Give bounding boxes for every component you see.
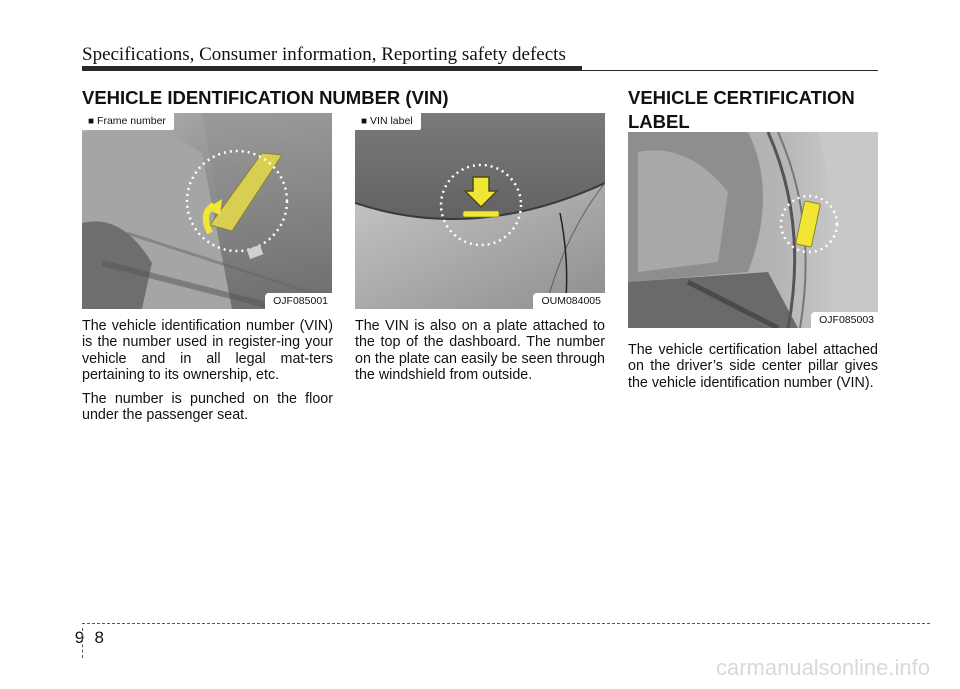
vin-label-caption: ■ VIN label — [355, 113, 421, 130]
vin-paragraph-1: The vehicle identification number (VIN) is the number used in register-ing your vehicle and in all legal mat-ters pertaining to its ownership, etc. — [82, 318, 333, 383]
cert-label-photo-code: OJF085003 — [811, 312, 878, 328]
cert-section-heading — [628, 86, 855, 134]
section-number: 9 — [74, 628, 85, 647]
header-rule — [82, 66, 582, 71]
vin-paragraph-2: The number is punched on the floor under the passenger seat. — [82, 391, 333, 424]
page-number-value: 8 — [94, 628, 104, 647]
cert-heading-line1: VEHICLE CERTIFICATION — [628, 87, 855, 108]
watermark: carmanualsonline.info — [715, 655, 930, 680]
vin-label-photo-code: OUM084005 — [533, 293, 605, 309]
footer-rule — [82, 623, 930, 624]
bullet-square-icon: ■ — [361, 116, 368, 127]
frame-number-photo — [82, 113, 332, 309]
vin-column2-text — [355, 318, 605, 391]
cert-heading-line2: LABEL — [628, 111, 690, 132]
bullet-square-icon: ■ — [88, 116, 95, 127]
vin-label-photo — [355, 113, 605, 309]
cert-paragraph-1: The vehicle certification label attached on the driver’s side center pillar gives the vehicle identification number (VIN). — [628, 342, 878, 391]
cert-label-illustration — [628, 132, 878, 328]
vin-section-heading: VEHICLE IDENTIFICATION NUMBER (VIN) — [82, 87, 449, 108]
vin-label-illustration — [355, 113, 605, 309]
frame-number-caption: ■ Frame number — [82, 113, 174, 130]
frame-number-photo-code: OJF085001 — [265, 293, 332, 309]
cert-label-photo — [628, 132, 878, 328]
page-header-title: Specifications, Consumer information, Reporting safety defects — [82, 44, 566, 65]
page-number-divider — [82, 628, 83, 658]
vin-column1-text — [82, 318, 333, 432]
page-number — [72, 628, 107, 648]
header-rule-thin — [582, 70, 878, 71]
cert-column-text — [628, 342, 878, 399]
vin-paragraph-3: The VIN is also on a plate attached to the top of the dashboard. The number on the plate can easily be seen through the windshield from outside. — [355, 318, 605, 383]
frame-number-illustration — [82, 113, 332, 309]
